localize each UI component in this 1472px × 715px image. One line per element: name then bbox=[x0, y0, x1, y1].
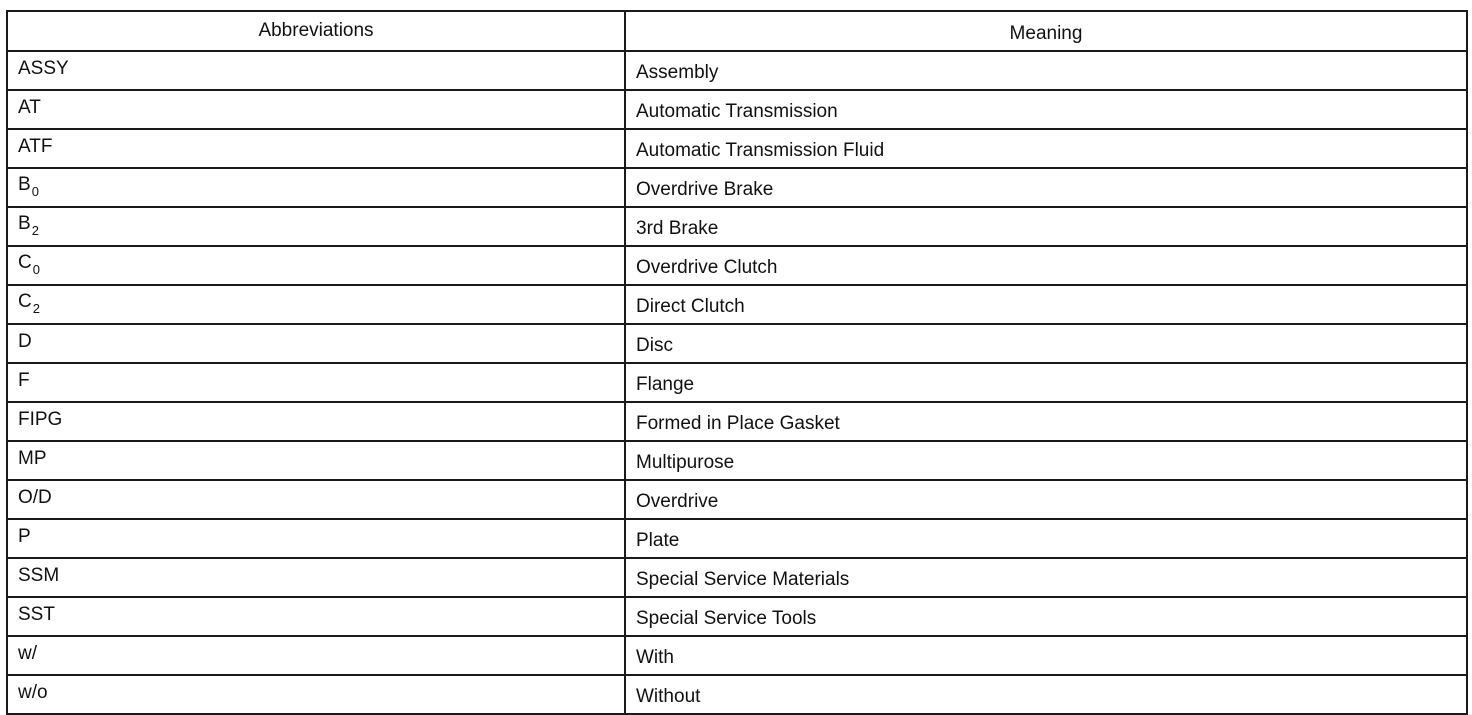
table-row bbox=[7, 285, 1467, 324]
abbreviation-cell bbox=[7, 324, 625, 363]
abbreviation-text: ASSY bbox=[18, 57, 69, 79]
abbreviation-text: FIPG bbox=[18, 408, 63, 430]
table-row bbox=[7, 675, 1467, 714]
table-row bbox=[7, 129, 1467, 168]
abbreviation-text: C bbox=[18, 291, 32, 312]
abbreviation-text: F bbox=[18, 369, 30, 391]
abbreviation-cell bbox=[7, 246, 625, 285]
abbreviation-subscript: 0 bbox=[31, 184, 39, 199]
abbreviation-cell bbox=[7, 285, 625, 324]
abbreviation-cell bbox=[7, 519, 625, 558]
abbreviation-cell bbox=[7, 207, 625, 246]
abbreviation-text: AT bbox=[18, 96, 41, 118]
abbreviation-cell bbox=[7, 597, 625, 636]
table-row bbox=[7, 324, 1467, 363]
table-row bbox=[7, 90, 1467, 129]
table-row bbox=[7, 402, 1467, 441]
meaning-cell: Plate bbox=[625, 519, 1467, 558]
meaning-cell: Overdrive bbox=[625, 480, 1467, 519]
meaning-cell: Formed in Place Gasket bbox=[625, 402, 1467, 441]
abbreviation-subscript: 2 bbox=[32, 301, 40, 316]
table-row bbox=[7, 636, 1467, 675]
abbreviation-cell bbox=[7, 675, 625, 714]
table-row bbox=[7, 168, 1467, 207]
meaning-cell: Special Service Tools bbox=[625, 597, 1467, 636]
table-row bbox=[7, 363, 1467, 402]
table-row bbox=[7, 246, 1467, 285]
abbreviation-text: D bbox=[18, 330, 32, 352]
meaning-cell: Direct Clutch bbox=[625, 285, 1467, 324]
meaning-cell: 3rd Brake bbox=[625, 207, 1467, 246]
abbreviation-text: P bbox=[18, 525, 31, 547]
abbreviation-cell bbox=[7, 363, 625, 402]
abbreviation-cell bbox=[7, 480, 625, 519]
abbreviation-cell bbox=[7, 168, 625, 207]
abbreviation-text: C bbox=[18, 252, 32, 273]
abbreviation-text: O/D bbox=[18, 486, 52, 508]
abbreviation-cell bbox=[7, 51, 625, 90]
abbreviation-text: B bbox=[18, 174, 31, 195]
table-row bbox=[7, 51, 1467, 90]
meaning-cell: Automatic Transmission bbox=[625, 90, 1467, 129]
abbreviations-table bbox=[6, 10, 1468, 715]
abbreviation-text: w/o bbox=[18, 681, 48, 703]
abbreviation-subscript: 0 bbox=[32, 262, 40, 277]
meaning-cell: Automatic Transmission Fluid bbox=[625, 129, 1467, 168]
table-row bbox=[7, 597, 1467, 636]
meaning-cell: Disc bbox=[625, 324, 1467, 363]
meaning-cell: Special Service Materials bbox=[625, 558, 1467, 597]
abbreviation-text: MP bbox=[18, 447, 47, 469]
table-body bbox=[7, 51, 1467, 714]
abbreviation-cell bbox=[7, 636, 625, 675]
abbreviation-cell bbox=[7, 90, 625, 129]
table-row bbox=[7, 207, 1467, 246]
table-row bbox=[7, 558, 1467, 597]
abbreviation-text: SSM bbox=[18, 564, 60, 586]
abbreviation-cell bbox=[7, 441, 625, 480]
meaning-cell: Assembly bbox=[625, 51, 1467, 90]
abbreviations-column-header: Abbreviations bbox=[7, 11, 625, 51]
meaning-cell: Multipurose bbox=[625, 441, 1467, 480]
meaning-cell: Flange bbox=[625, 363, 1467, 402]
table-row bbox=[7, 480, 1467, 519]
table-header bbox=[7, 11, 1467, 51]
abbreviation-cell bbox=[7, 558, 625, 597]
abbreviation-cell bbox=[7, 129, 625, 168]
header-row bbox=[7, 11, 1467, 51]
abbreviation-text: B bbox=[18, 213, 31, 234]
abbreviation-subscript: 2 bbox=[31, 223, 39, 238]
meaning-cell: Overdrive Clutch bbox=[625, 246, 1467, 285]
abbreviation-text: w/ bbox=[18, 642, 37, 664]
table-row bbox=[7, 519, 1467, 558]
abbreviation-text: ATF bbox=[18, 135, 53, 157]
abbreviation-cell bbox=[7, 402, 625, 441]
table-row bbox=[7, 441, 1467, 480]
meaning-cell: Overdrive Brake bbox=[625, 168, 1467, 207]
abbreviation-text: SST bbox=[18, 603, 55, 625]
meaning-cell: Without bbox=[625, 675, 1467, 714]
meaning-column-header: Meaning bbox=[625, 11, 1467, 51]
meaning-cell: With bbox=[625, 636, 1467, 675]
